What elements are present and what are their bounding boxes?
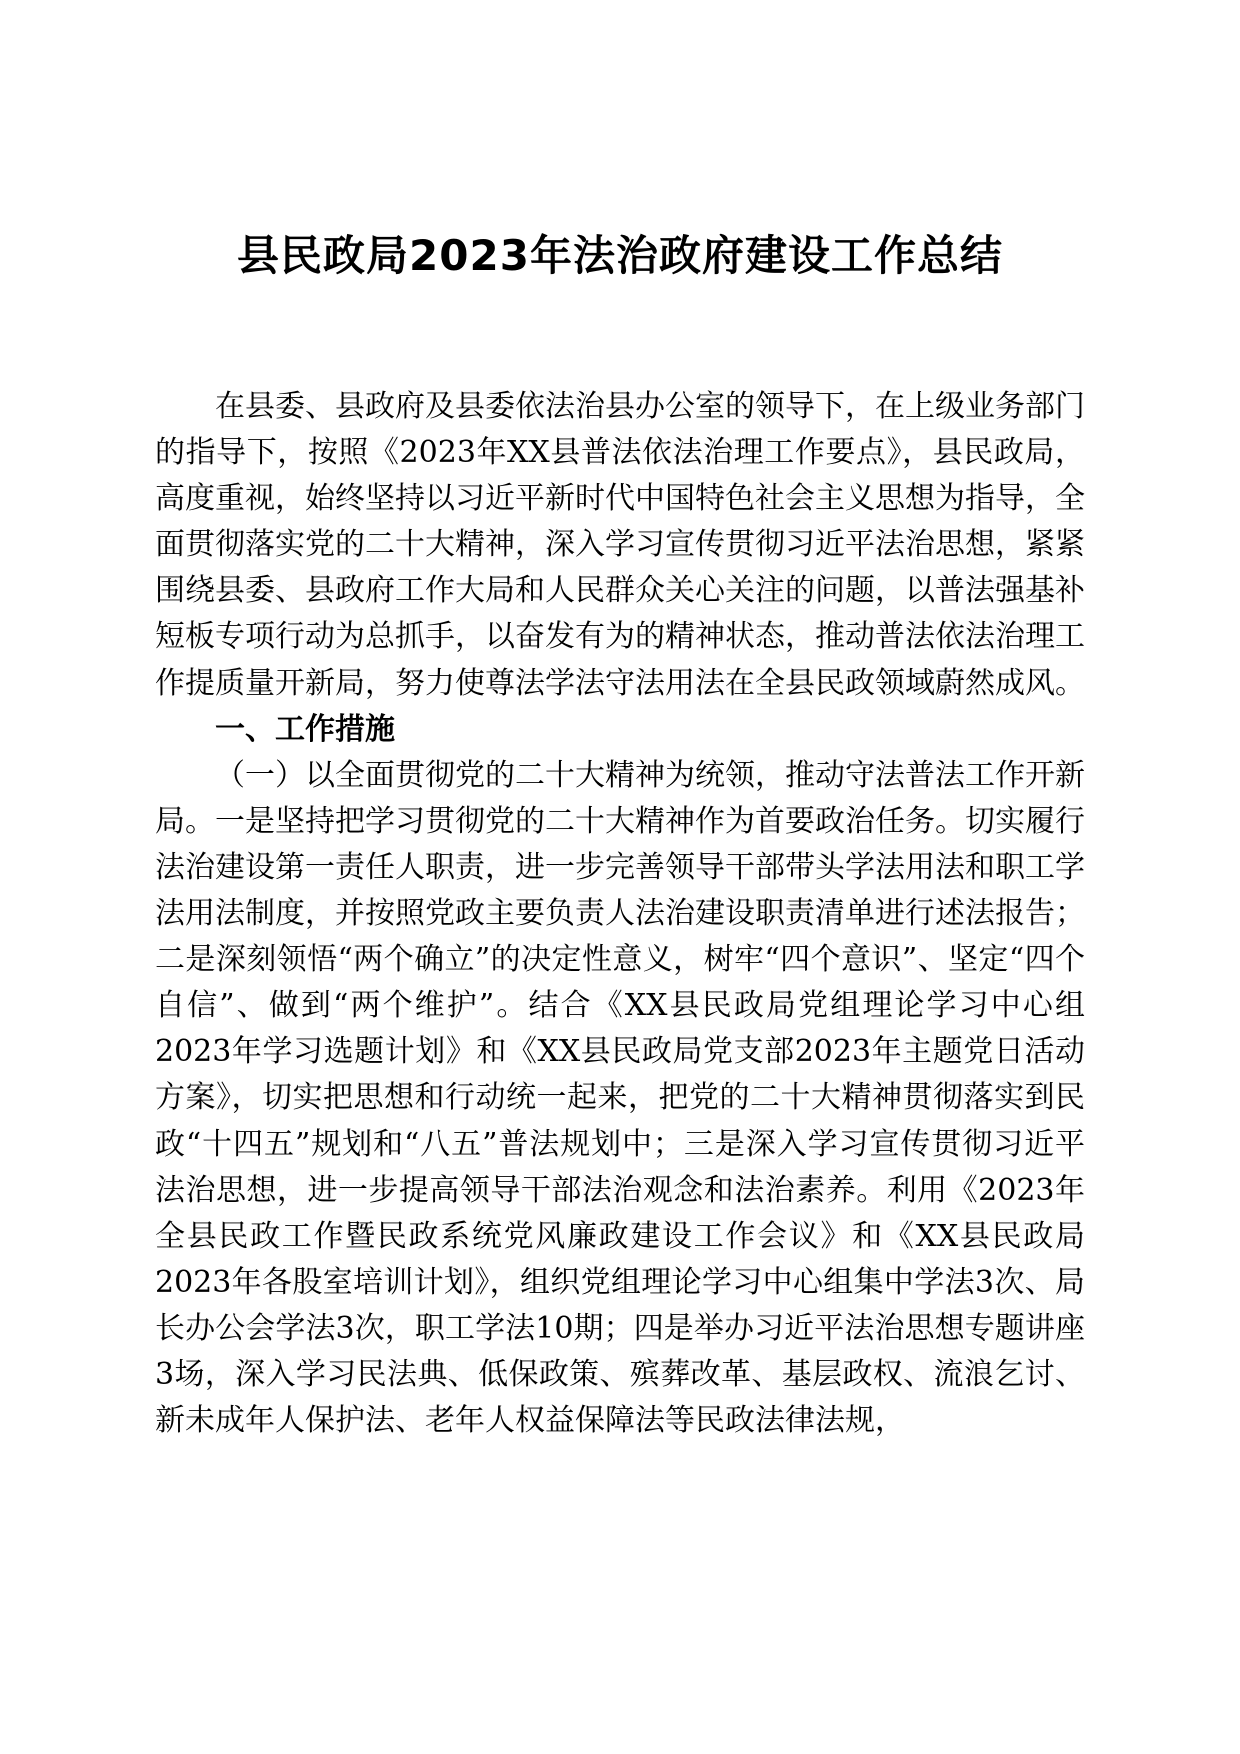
intro-paragraph: 在县委、县政府及县委依法治县办公室的领导下，在上级业务部门的指导下，按照《2023年XX县普法依法治理工作要点》，县民政局，高度重视，始终坚持以习近平新时代中国特色社会主义思想为指导，全面贯彻落实党的二十大精神，深入学习宣传贯彻习近平法治思想，紧紧围绕县委、县政府工作大局和人民群众关心关注的问题，以普法强基补短板专项行动为总抓手，以奋发有为的精神状态，推动普法依法治理工作提质量开新局，努力使尊法学法守法用法在全县民政领域蔚然成风。 — [155, 389, 1085, 701]
section-heading: 一、工作措施 — [215, 711, 395, 747]
section-paragraph: （一）以全面贯彻党的二十大精神为统领，推动守法普法工作开新局。一是坚持把学习贯彻党的二十大精神作为首要政治任务。切实履行法治建设第一责任人职责，进一步完善领导干部带头学法用法和职工学法用法制度，并按照党政主要负责人法治建设职责清单进行述法报告；二是深刻领悟“两个确立”的决定性意义，树牢“四个意识”、坚定“四个自信”、做到“两个维护”。结合《XX县民政局党组理论学习中心组2023年学习选题计划》和《XX县民政局党支部2023年主题党日活动方案》，切实把思想和行动统一起来，把党的二十大精神贯彻落实到民政“十四五”规划和“八五”普法规划中；三是深入学习宣传贯彻习近平法治思想，进一步提高领导干部法治观念和法治素养。利用《2023年全县民政工作暨民政系统党风廉政建设工作会议》和《XX县民政局2023年各股室培训计划》，组织党组理论学习中心组集中学法3次、局长办公会学法3次，职工学法10期；四是举办习近平法治思想专题讲座3场，深入学习民法典、低保政策、殡葬改革、基层政权、流浪乞讨、新未成年人保护法、老年人权益保障法等民政法律法规， — [155, 757, 1085, 1439]
document-title: 县民政局2023年法治政府建设工作总结 — [237, 231, 1003, 280]
document-body — [155, 384, 1085, 1444]
